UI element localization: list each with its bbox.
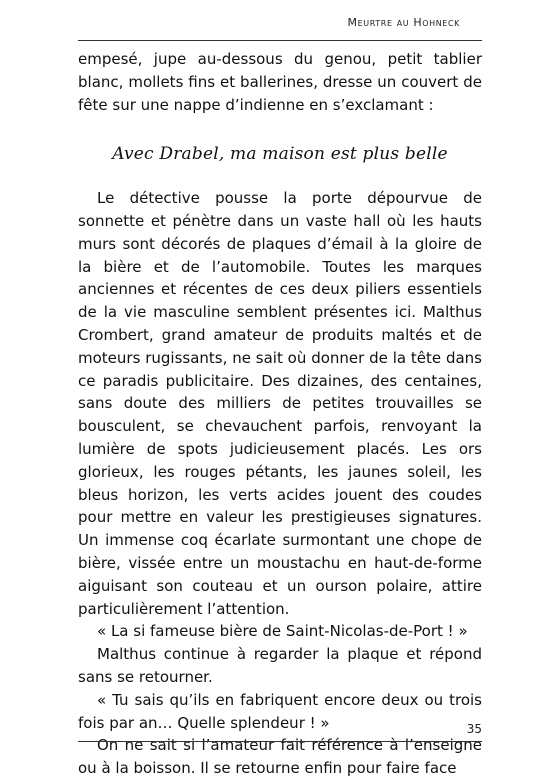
body-text: [78, 48, 482, 780]
paragraph-continuation: empesé, jupe au-dessous du genou, petit tablier blanc, mollets fins et ballerines, dresse un couvert de fête sur une nappe d’indienne en s’exclamant :: [78, 50, 482, 114]
advertising-slogan: Avec Drabel, ma maison est plus belle: [112, 144, 448, 165]
page-number: 35: [466, 722, 482, 736]
paragraph: Le détective pousse la porte dépourvue de sonnette et pénètre dans un vaste hall où les hauts murs sont décorés de plaques d’émail à la gloire de la bière et de l’automobile. Toutes les marques anciennes et récentes de ces deux piliers essentiels de la vie masculine semblent présentes ici. Malthus Crombert, grand amateur de produits maltés et de moteurs rugissants, ne sait où donner de la tête dans ce paradis publicitaire. Des dizaines, des centaines, sans doute des milliers de petites trouvailles se bousculent, se chevauchent parfois, renvoyant la lumière de spots judicieusement placés. Les ors glorieux, les rouges pétants, les jaunes soleil, les bleus horizon, les verts acides jouent des coudes pour mettre en valeur les prestigieuses signatures. Un immense coq écarlate surmontant une chope de bière, vissée entre un moustachu en haut-de-forme aiguisant son couteau et un ourson polaire, attire particulièrement l’attention.: [78, 189, 482, 618]
running-head: Meurtre au Hohneck: [347, 16, 460, 29]
paragraph: On ne sait si l’amateur fait référence à l’enseigne ou à la boisson. Il se retourne enfin pour faire face: [78, 736, 482, 778]
paragraph: Malthus continue à regarder la plaque et répond sans se retourner.: [78, 645, 482, 686]
dialogue-line: « Tu sais qu’ils en fabriquent encore deux ou trois fois par an… Quelle splendeur ! »: [78, 690, 482, 732]
dialogue-line: « La si fameuse bière de Saint-Nicolas-de-Port ! »: [97, 622, 468, 641]
header-rule: [78, 40, 482, 41]
footer-rule: [78, 741, 482, 742]
